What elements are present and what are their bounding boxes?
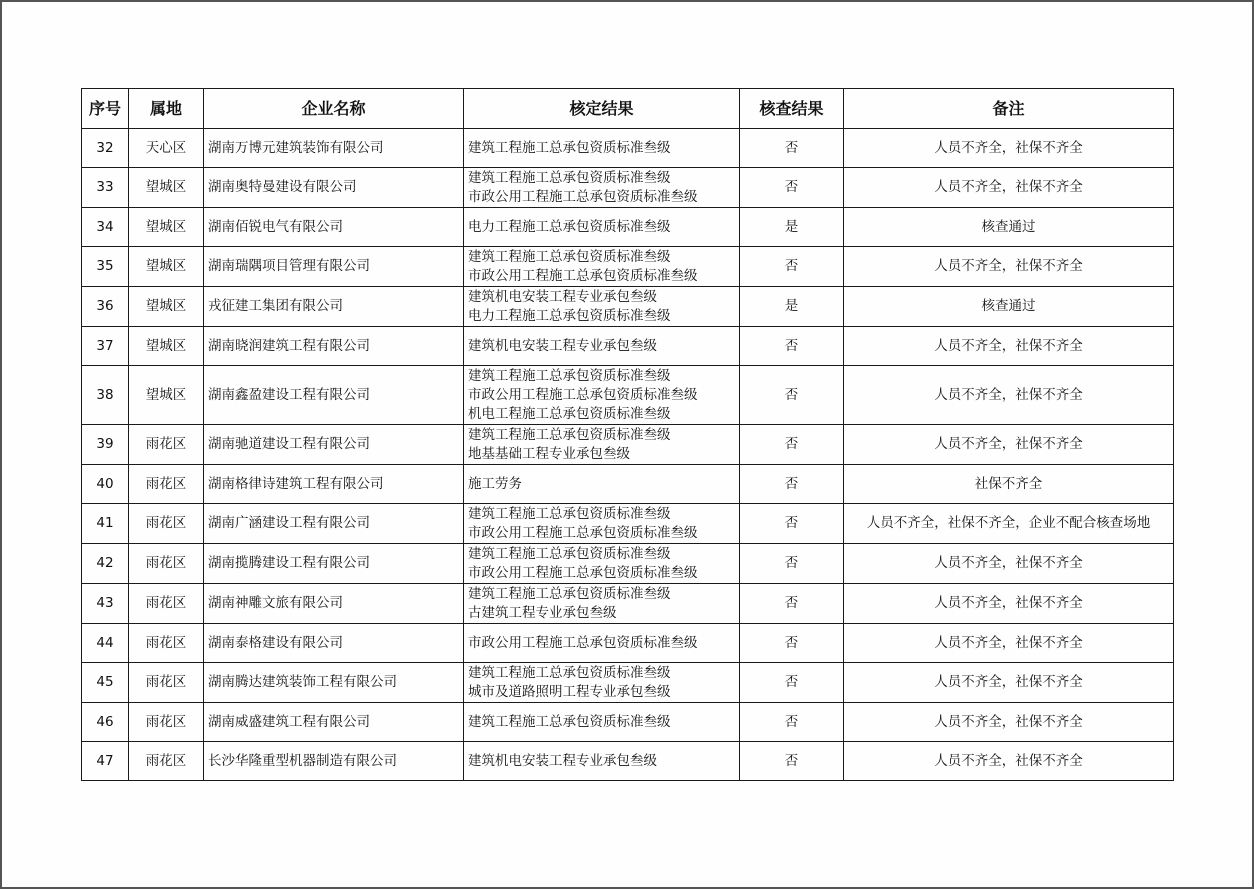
table-row <box>82 703 1174 742</box>
row-company-name: 湖南晓润建筑工程有限公司 <box>204 327 464 366</box>
row-check-result: 否 <box>740 327 844 366</box>
row-district: 雨花区 <box>129 624 204 663</box>
table-row <box>82 465 1174 504</box>
qualification-line: 建筑机电安装工程专业承包叁级 <box>468 752 657 769</box>
header-num: 序号 <box>82 89 129 129</box>
qualification-line: 建筑工程施工总承包资质标准叁级 <box>468 139 671 156</box>
header-company: 企业名称 <box>204 89 464 129</box>
row-qualification-result <box>464 504 740 544</box>
row-check-result: 否 <box>740 366 844 425</box>
row-check-result: 否 <box>740 742 844 781</box>
row-district: 望城区 <box>129 287 204 327</box>
qualification-line: 施工劳务 <box>468 475 522 492</box>
row-qualification-result <box>464 703 740 742</box>
row-check-result: 否 <box>740 504 844 544</box>
row-check-result: 否 <box>740 624 844 663</box>
row-company-name: 湖南广涵建设工程有限公司 <box>204 504 464 544</box>
row-district: 雨花区 <box>129 742 204 781</box>
row-district: 雨花区 <box>129 465 204 504</box>
row-qualification-result <box>464 624 740 663</box>
row-note: 人员不齐全，社保不齐全 <box>844 742 1174 781</box>
row-number: 46 <box>82 703 129 742</box>
row-number: 45 <box>82 663 129 703</box>
qualification-line: 机电工程施工总承包资质标准叁级 <box>468 405 671 422</box>
row-qualification-result <box>464 168 740 208</box>
row-check-result: 否 <box>740 425 844 465</box>
row-qualification-result <box>464 247 740 287</box>
row-check-result: 是 <box>740 208 844 247</box>
row-qualification-result <box>464 129 740 168</box>
qualification-line: 城市及道路照明工程专业承包叁级 <box>468 683 671 700</box>
row-company-name: 戎征建工集团有限公司 <box>204 287 464 327</box>
row-qualification-result <box>464 663 740 703</box>
row-district: 雨花区 <box>129 544 204 584</box>
row-company-name: 湖南瑞隅项目管理有限公司 <box>204 247 464 287</box>
row-qualification-result <box>464 208 740 247</box>
row-company-name: 湖南佰锐电气有限公司 <box>204 208 464 247</box>
row-district: 望城区 <box>129 247 204 287</box>
row-note: 人员不齐全，社保不齐全 <box>844 544 1174 584</box>
qualification-line: 建筑工程施工总承包资质标准叁级 <box>468 426 671 443</box>
row-check-result: 否 <box>740 544 844 584</box>
row-check-result: 否 <box>740 247 844 287</box>
qualification-line: 市政公用工程施工总承包资质标准叁级 <box>468 188 698 205</box>
qualification-line: 建筑工程施工总承包资质标准叁级 <box>468 169 671 186</box>
row-qualification-result <box>464 544 740 584</box>
row-note: 社保不齐全 <box>844 465 1174 504</box>
row-company-name: 湖南威盛建筑工程有限公司 <box>204 703 464 742</box>
qualification-line: 电力工程施工总承包资质标准叁级 <box>468 218 671 235</box>
table-body <box>82 129 1174 781</box>
row-note: 人员不齐全，社保不齐全 <box>844 247 1174 287</box>
row-company-name: 湖南鑫盈建设工程有限公司 <box>204 366 464 425</box>
row-number: 42 <box>82 544 129 584</box>
row-district: 雨花区 <box>129 584 204 624</box>
row-district: 望城区 <box>129 366 204 425</box>
row-number: 34 <box>82 208 129 247</box>
row-qualification-result <box>464 742 740 781</box>
row-number: 36 <box>82 287 129 327</box>
qualification-line: 地基基础工程专业承包叁级 <box>468 445 630 462</box>
row-district: 望城区 <box>129 327 204 366</box>
row-qualification-result <box>464 327 740 366</box>
row-qualification-result <box>464 465 740 504</box>
row-check-result: 是 <box>740 287 844 327</box>
qualification-line: 市政公用工程施工总承包资质标准叁级 <box>468 267 698 284</box>
row-number: 39 <box>82 425 129 465</box>
qualification-line: 市政公用工程施工总承包资质标准叁级 <box>468 524 698 541</box>
table-row <box>82 504 1174 544</box>
row-district: 望城区 <box>129 208 204 247</box>
row-company-name: 湖南格律诗建筑工程有限公司 <box>204 465 464 504</box>
row-qualification-result <box>464 366 740 425</box>
row-note: 人员不齐全，社保不齐全 <box>844 327 1174 366</box>
table-header-row <box>82 89 1174 129</box>
qualification-line: 建筑工程施工总承包资质标准叁级 <box>468 713 671 730</box>
qualification-line: 市政公用工程施工总承包资质标准叁级 <box>468 634 698 651</box>
row-check-result: 否 <box>740 663 844 703</box>
row-number: 38 <box>82 366 129 425</box>
header-district: 属地 <box>129 89 204 129</box>
qualification-line: 建筑工程施工总承包资质标准叁级 <box>468 367 671 384</box>
qualification-line: 建筑工程施工总承包资质标准叁级 <box>468 248 671 265</box>
table-row <box>82 287 1174 327</box>
row-district: 雨花区 <box>129 703 204 742</box>
qualification-line: 建筑工程施工总承包资质标准叁级 <box>468 664 671 681</box>
qualification-line: 市政公用工程施工总承包资质标准叁级 <box>468 386 698 403</box>
qualification-line: 市政公用工程施工总承包资质标准叁级 <box>468 564 698 581</box>
row-note: 人员不齐全，社保不齐全 <box>844 663 1174 703</box>
row-note: 人员不齐全，社保不齐全 <box>844 129 1174 168</box>
row-district: 望城区 <box>129 168 204 208</box>
row-qualification-result <box>464 425 740 465</box>
header-check: 核查结果 <box>740 89 844 129</box>
row-number: 35 <box>82 247 129 287</box>
table-row <box>82 663 1174 703</box>
table-row <box>82 544 1174 584</box>
row-company-name: 长沙华隆重型机器制造有限公司 <box>204 742 464 781</box>
row-note: 人员不齐全，社保不齐全 <box>844 584 1174 624</box>
table-row <box>82 168 1174 208</box>
qualification-line: 电力工程施工总承包资质标准叁级 <box>468 307 671 324</box>
qualification-line: 建筑工程施工总承包资质标准叁级 <box>468 585 671 602</box>
row-number: 40 <box>82 465 129 504</box>
row-number: 47 <box>82 742 129 781</box>
row-note: 人员不齐全，社保不齐全 <box>844 425 1174 465</box>
row-company-name: 湖南泰格建设有限公司 <box>204 624 464 663</box>
table-row <box>82 624 1174 663</box>
row-note: 人员不齐全，社保不齐全，企业不配合核查场地 <box>844 504 1174 544</box>
inspection-table <box>81 88 1174 781</box>
row-qualification-result <box>464 287 740 327</box>
row-note: 人员不齐全，社保不齐全 <box>844 168 1174 208</box>
qualification-line: 建筑机电安装工程专业承包叁级 <box>468 288 657 305</box>
row-note: 人员不齐全，社保不齐全 <box>844 703 1174 742</box>
row-company-name: 湖南腾达建筑装饰工程有限公司 <box>204 663 464 703</box>
row-check-result: 否 <box>740 584 844 624</box>
row-number: 37 <box>82 327 129 366</box>
row-note: 核查通过 <box>844 208 1174 247</box>
row-check-result: 否 <box>740 465 844 504</box>
row-number: 41 <box>82 504 129 544</box>
qualification-line: 建筑机电安装工程专业承包叁级 <box>468 337 657 354</box>
row-check-result: 否 <box>740 703 844 742</box>
qualification-line: 建筑工程施工总承包资质标准叁级 <box>468 545 671 562</box>
table-row <box>82 742 1174 781</box>
table-row <box>82 366 1174 425</box>
table-row <box>82 327 1174 366</box>
row-check-result: 否 <box>740 168 844 208</box>
row-company-name: 湖南奥特曼建设有限公司 <box>204 168 464 208</box>
row-company-name: 湖南神雕文旅有限公司 <box>204 584 464 624</box>
row-district: 天心区 <box>129 129 204 168</box>
row-number: 33 <box>82 168 129 208</box>
row-company-name: 湖南揽腾建设工程有限公司 <box>204 544 464 584</box>
row-company-name: 湖南驰道建设工程有限公司 <box>204 425 464 465</box>
row-number: 32 <box>82 129 129 168</box>
qualification-line: 建筑工程施工总承包资质标准叁级 <box>468 505 671 522</box>
table-row <box>82 247 1174 287</box>
row-note: 人员不齐全，社保不齐全 <box>844 366 1174 425</box>
row-note: 人员不齐全，社保不齐全 <box>844 624 1174 663</box>
table-row <box>82 208 1174 247</box>
header-result: 核定结果 <box>464 89 740 129</box>
row-note: 核查通过 <box>844 287 1174 327</box>
table-row <box>82 584 1174 624</box>
row-company-name: 湖南万博元建筑装饰有限公司 <box>204 129 464 168</box>
table-row <box>82 129 1174 168</box>
table-row <box>82 425 1174 465</box>
header-note: 备注 <box>844 89 1174 129</box>
row-district: 雨花区 <box>129 504 204 544</box>
row-district: 雨花区 <box>129 425 204 465</box>
qualification-line: 古建筑工程专业承包叁级 <box>468 604 617 621</box>
row-number: 44 <box>82 624 129 663</box>
row-district: 雨花区 <box>129 663 204 703</box>
row-number: 43 <box>82 584 129 624</box>
row-check-result: 否 <box>740 129 844 168</box>
row-qualification-result <box>464 584 740 624</box>
